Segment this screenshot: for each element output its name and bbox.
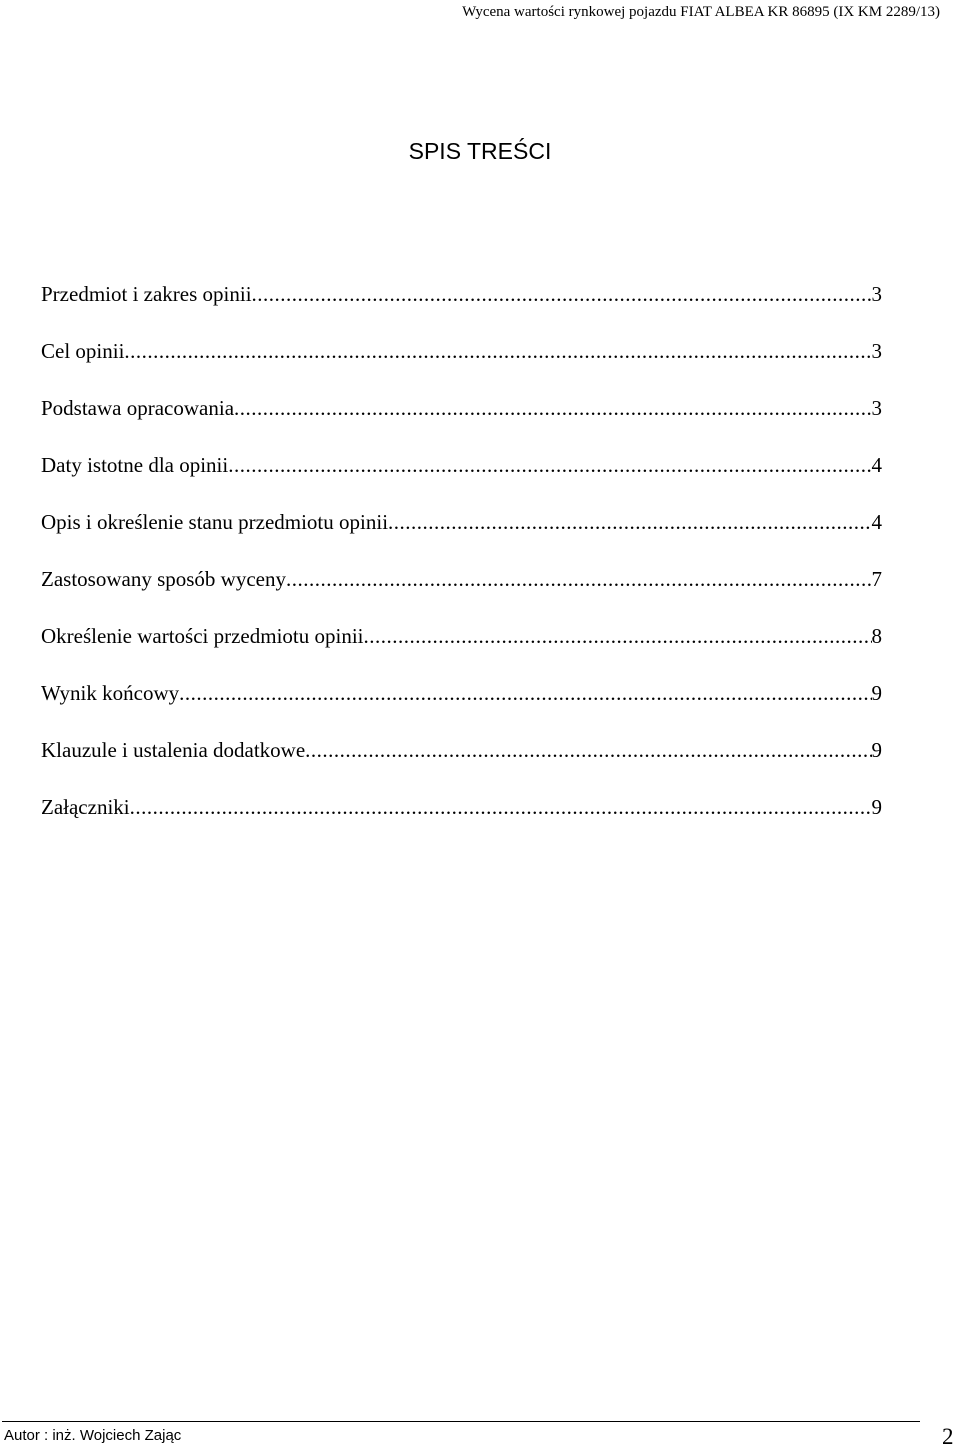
toc-entry-label: Określenie wartości przedmiotu opinii — [41, 624, 364, 648]
toc-entry-label: Klauzule i ustalenia dodatkowe — [41, 738, 306, 762]
toc-entry-page: 9 — [871, 738, 882, 762]
toc-entry[interactable] — [41, 564, 882, 621]
dot-leader — [228, 450, 871, 480]
dot-leader — [130, 792, 872, 822]
dot-leader — [252, 279, 872, 309]
toc-entry[interactable] — [41, 450, 882, 507]
table-of-contents — [41, 279, 882, 849]
toc-entry-label: Opis i określenie stanu przedmiotu opinii — [41, 510, 389, 534]
toc-entry[interactable] — [41, 336, 882, 393]
toc-entry-label: Cel opinii — [41, 339, 125, 363]
footer-divider — [2, 1421, 920, 1422]
toc-entry[interactable] — [41, 393, 882, 450]
dot-leader — [364, 621, 872, 651]
toc-entry-page: 4 — [871, 510, 882, 534]
toc-entry[interactable] — [41, 678, 882, 735]
dot-leader — [179, 678, 871, 708]
running-header: Wycena wartości rynkowej pojazdu FIAT ALBEA KR 86895 (IX KM 2289/13) — [462, 4, 940, 20]
toc-entry[interactable] — [41, 735, 882, 792]
toc-entry[interactable] — [41, 792, 882, 849]
toc-entry-label: Wynik końcowy — [41, 681, 180, 705]
toc-entry-label: Zastosowany sposób wyceny — [41, 567, 286, 591]
toc-entry-page: 9 — [871, 795, 882, 819]
toc-entry-page: 3 — [871, 339, 882, 363]
toc-entry[interactable] — [41, 621, 882, 678]
toc-entry-page: 8 — [871, 624, 882, 648]
toc-entry[interactable] — [41, 279, 882, 336]
footer-author: Autor : inż. Wojciech Zając — [4, 1427, 182, 1444]
toc-entry-page: 4 — [871, 453, 882, 477]
dot-leader — [286, 564, 872, 594]
toc-entry-label: Podstawa opracowania — [41, 396, 235, 420]
page-number: 2 — [942, 1424, 954, 1449]
toc-entry-label: Załączniki — [41, 795, 130, 819]
toc-entry[interactable] — [41, 507, 882, 564]
toc-entry-page: 3 — [871, 396, 882, 420]
dot-leader — [234, 393, 871, 423]
toc-entry-page: 7 — [871, 567, 882, 591]
toc-entry-label: Przedmiot i zakres opinii — [41, 282, 252, 306]
dot-leader — [305, 735, 871, 765]
toc-entry-label: Daty istotne dla opinii — [41, 453, 229, 477]
dot-leader — [124, 336, 871, 366]
page-title: SPIS TREŚCI — [408, 138, 552, 164]
toc-entry-page: 3 — [871, 282, 882, 306]
toc-entry-page: 9 — [871, 681, 882, 705]
dot-leader — [388, 507, 871, 537]
